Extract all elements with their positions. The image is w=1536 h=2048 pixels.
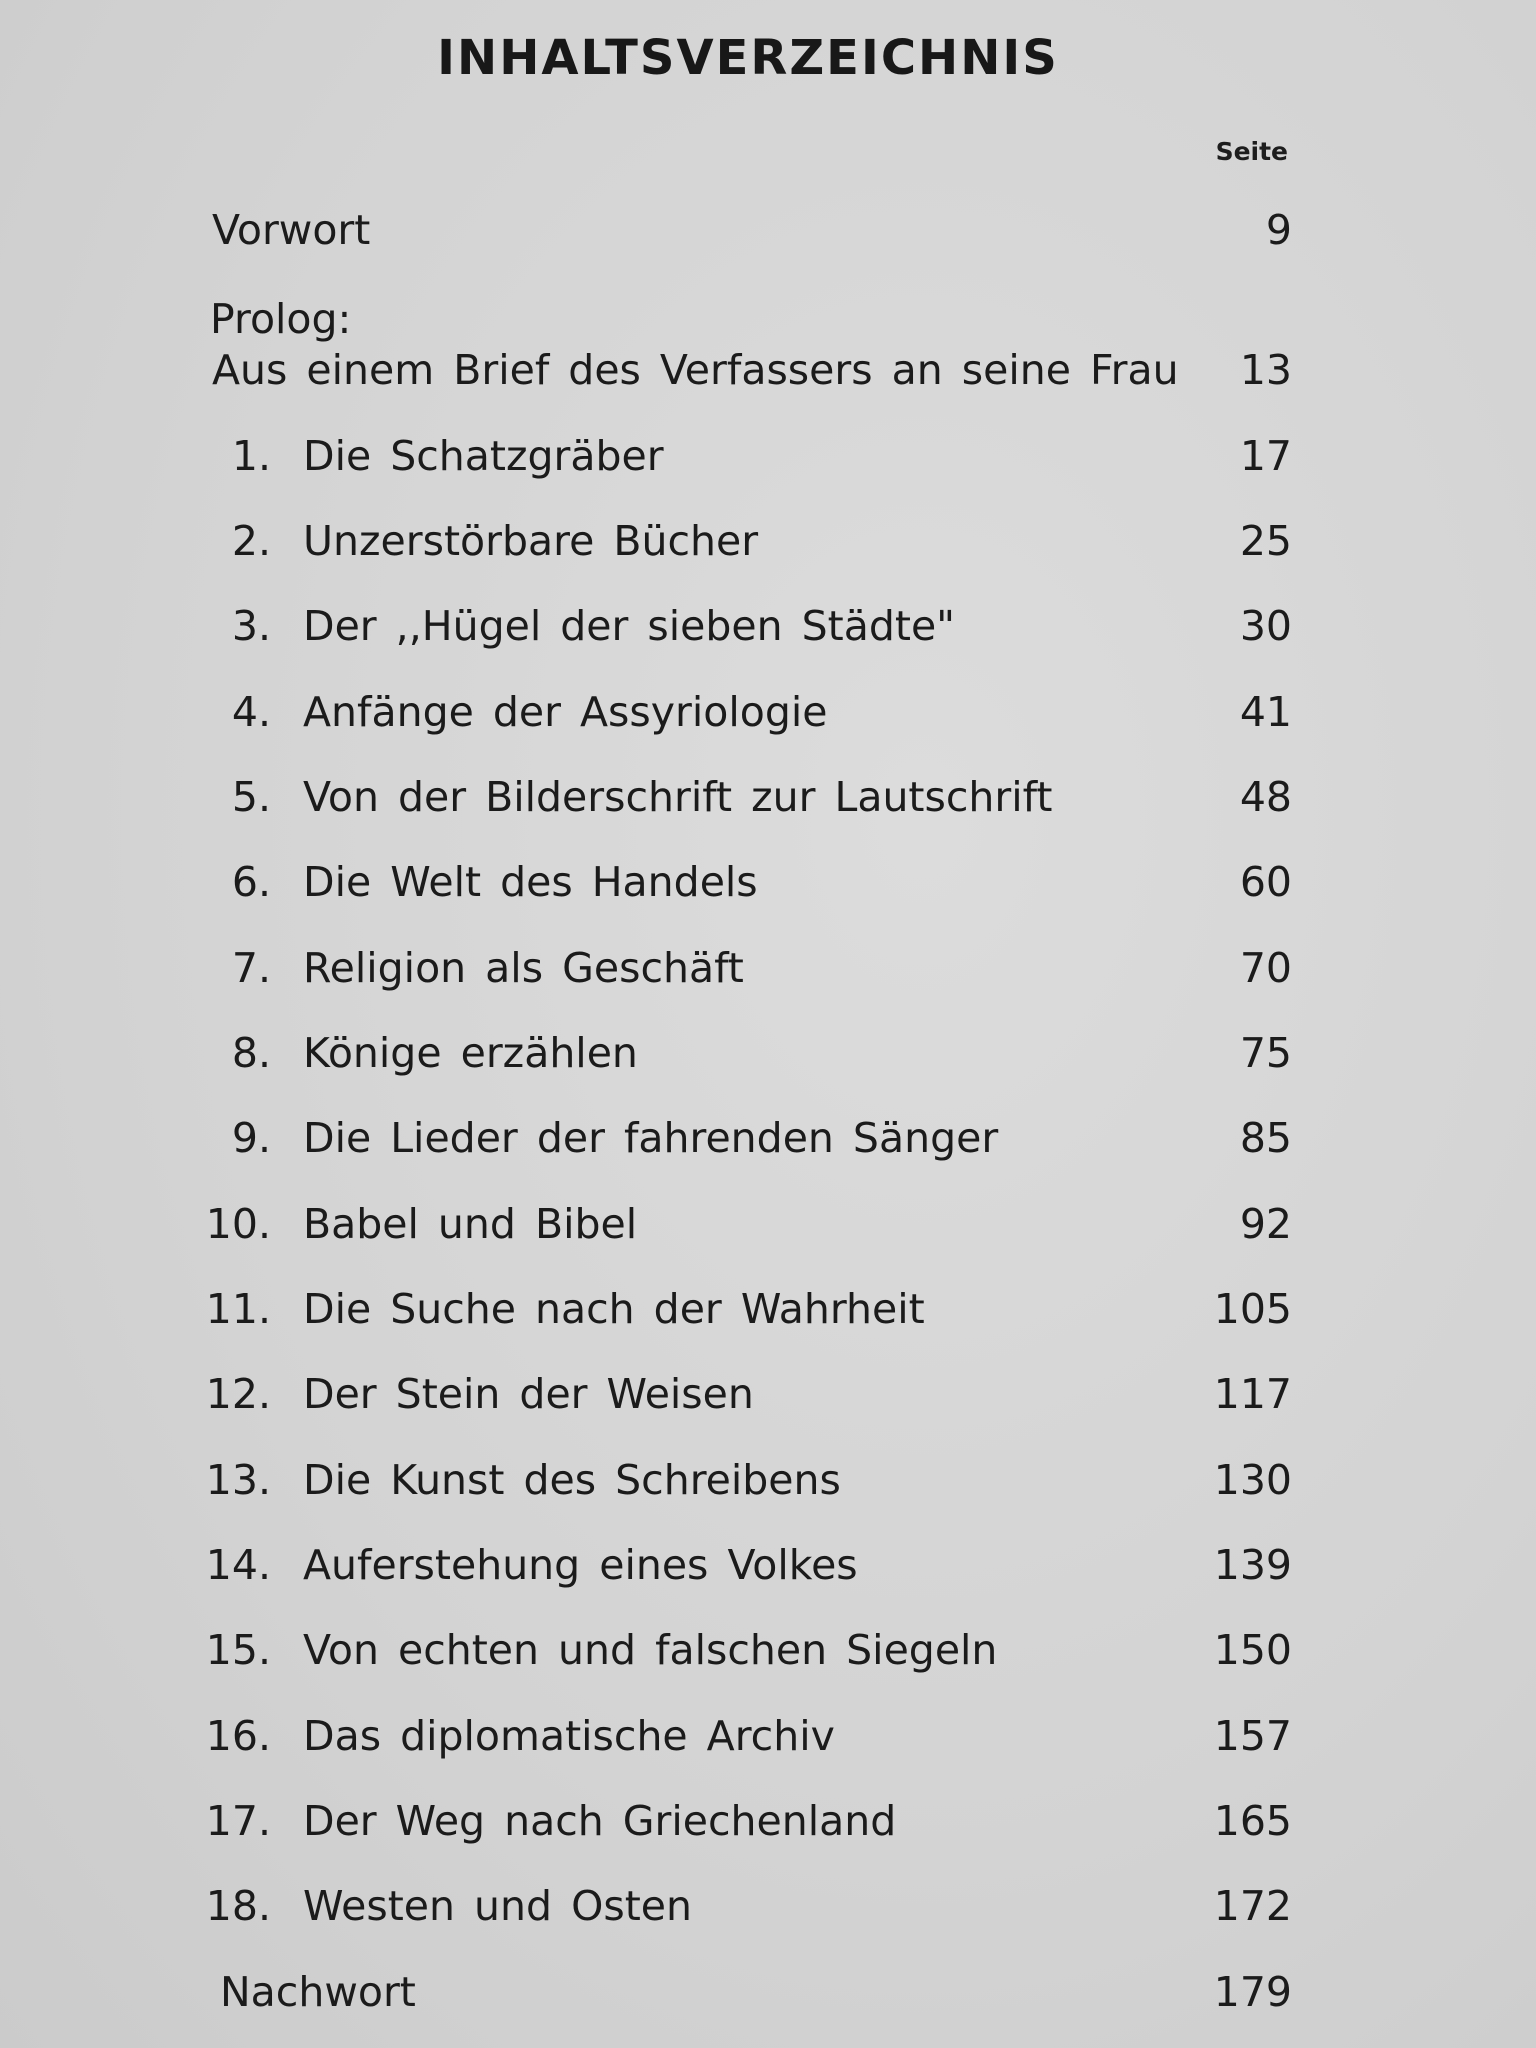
toc-entry-page: 130: [1213, 1456, 1292, 1504]
toc-entry-label: Anfänge der Assyriologie: [303, 688, 828, 736]
toc-entry-label: Der ,,Hügel der sieben Städte": [303, 602, 956, 650]
toc-entry-page: 157: [1213, 1712, 1292, 1760]
toc-entry-number: 9.: [231, 1114, 271, 1162]
toc-entry-page: 150: [1213, 1626, 1292, 1674]
toc-entry-number: 18.: [205, 1882, 271, 1930]
toc-entry-label: Auferstehung eines Volkes: [303, 1541, 858, 1589]
toc-entry-label: Der Stein der Weisen: [303, 1370, 754, 1418]
toc-entry-number: 1.: [231, 432, 271, 480]
toc-entry-label: Von der Bilderschrift zur Lautschrift: [303, 773, 1053, 821]
toc-entry-page: 179: [1213, 1968, 1292, 2016]
page-title: INHALTSVERZEICHNIS: [437, 30, 1059, 86]
toc-entry: [0, 688, 1536, 748]
toc-entry-number: 10.: [205, 1200, 271, 1248]
toc-entry: [0, 1114, 1536, 1174]
toc-entry: [0, 1029, 1536, 1089]
toc-entry: [0, 602, 1536, 662]
toc-entry-page: 48: [1239, 773, 1292, 821]
toc-entry: [0, 1712, 1536, 1772]
toc-entry: [0, 858, 1536, 918]
toc-entry-label: Die Schatzgräber: [303, 432, 664, 480]
toc-entry-label: Der Weg nach Griechenland: [303, 1797, 897, 1845]
toc-entry-number: 7.: [231, 944, 271, 992]
toc-entry-label: Religion als Geschäft: [303, 944, 744, 992]
toc-entry-label: Die Welt des Handels: [303, 858, 758, 906]
toc-entry: [0, 1882, 1536, 1942]
toc-entry-page: 139: [1213, 1541, 1292, 1589]
toc-entry: [0, 346, 1536, 406]
toc-entry-page: 13: [1239, 346, 1292, 394]
toc-entry-number: 17.: [205, 1797, 271, 1845]
toc-entry: [0, 773, 1536, 833]
toc-entry-number: 13.: [205, 1456, 271, 1504]
toc-entry-number: 15.: [205, 1626, 271, 1674]
toc-entry-page: 172: [1213, 1882, 1292, 1930]
toc-entry: [0, 1285, 1536, 1345]
toc-entry-label: Unzerstörbare Bücher: [303, 517, 759, 565]
toc-entry-number: 12.: [205, 1370, 271, 1418]
toc-entry-number: 8.: [231, 1029, 271, 1077]
toc-entry: [0, 1456, 1536, 1516]
toc-entry: [0, 1797, 1536, 1857]
toc-entry-label: Nachwort: [220, 1968, 416, 2016]
toc-entry: [0, 517, 1536, 577]
toc-entry-label: Vorwort: [212, 206, 371, 254]
toc-entry-page: 75: [1239, 1029, 1292, 1077]
toc-entry-page: 85: [1239, 1114, 1292, 1162]
toc-entry: [0, 1626, 1536, 1686]
toc-entry-page: 60: [1239, 858, 1292, 906]
toc-entry-page: 25: [1239, 517, 1292, 565]
toc-entry: [0, 432, 1536, 492]
toc-entry-number: 16.: [205, 1712, 271, 1760]
toc-entry-label: Westen und Osten: [303, 1882, 692, 1930]
toc-entry-page: 105: [1213, 1285, 1292, 1333]
toc-entry: [0, 1541, 1536, 1601]
toc-entry-label: Die Kunst des Schreibens: [303, 1456, 841, 1504]
toc-entry: [0, 206, 1536, 266]
toc-entry-page: 92: [1239, 1200, 1292, 1248]
toc-entry-number: 4.: [231, 688, 271, 736]
toc-entry-page: 41: [1239, 688, 1292, 736]
toc-entry-number: 5.: [231, 773, 271, 821]
page-column-header: Seite: [1215, 137, 1288, 166]
toc-entry-page: 17: [1239, 432, 1292, 480]
toc-entry-page: 30: [1239, 602, 1292, 650]
toc-entry-number: 6.: [231, 858, 271, 906]
toc-entry-number: 14.: [205, 1541, 271, 1589]
toc-entry: [0, 944, 1536, 1004]
toc-entry: [0, 1968, 1536, 2028]
toc-entry-label: Könige erzählen: [303, 1029, 638, 1077]
toc-entry-label: Das diplomatische Archiv: [303, 1712, 835, 1760]
toc-entry-page: 70: [1239, 944, 1292, 992]
toc-entry-number: 11.: [205, 1285, 271, 1333]
toc-entry-label: Die Lieder der fahrenden Sänger: [303, 1114, 999, 1162]
toc-entry-label: Babel und Bibel: [303, 1200, 638, 1248]
toc-entry-page: 9: [1265, 206, 1292, 254]
toc-entry-label: Die Suche nach der Wahrheit: [303, 1285, 925, 1333]
toc-entry: [0, 1200, 1536, 1260]
toc-entry-label: Von echten und falschen Siegeln: [303, 1626, 998, 1674]
toc-entry-number: 2.: [231, 517, 271, 565]
toc-entry-label: Aus einem Brief des Verfassers an seine Frau: [212, 346, 1179, 394]
toc-entry: [0, 1370, 1536, 1430]
toc-entry-number: 3.: [231, 602, 271, 650]
toc-entry-page: 117: [1213, 1370, 1292, 1418]
toc-entry-page: 165: [1213, 1797, 1292, 1845]
prolog-heading: Prolog:: [210, 295, 352, 343]
